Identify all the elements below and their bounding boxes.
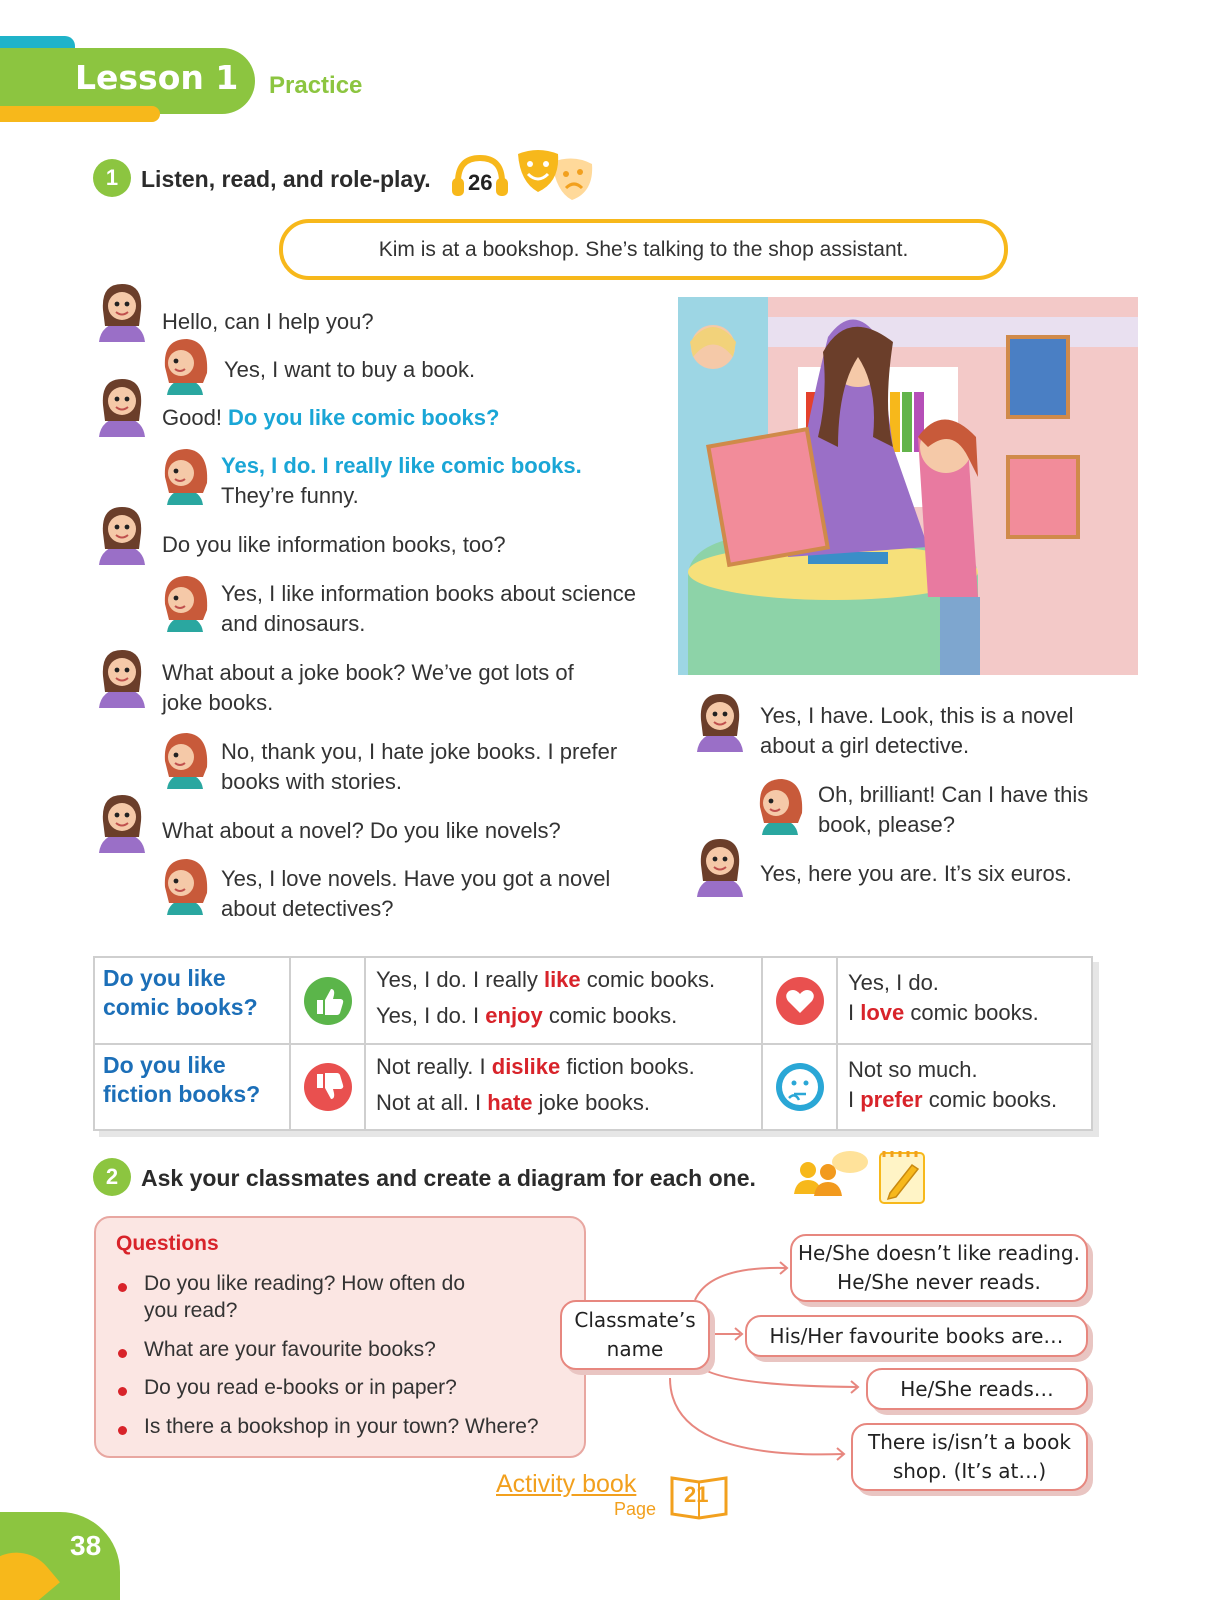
lesson-title: Lesson 1	[75, 58, 239, 97]
dialog-line: Good! Do you like comic books?	[162, 405, 500, 430]
dialog-line: Yes, I do. I really like comic books. They’re funny.	[221, 453, 582, 508]
kim-avatar	[155, 853, 213, 915]
positive-answers: Yes, I do. I really like comic books. Yes, I do. I enjoy comic books.	[366, 958, 763, 1045]
dialog-line: Yes, here you are. It’s six euros.	[760, 861, 1072, 886]
exercise-1-title: Listen, read, and role-play.	[141, 166, 431, 192]
dialog-line: What about a novel? Do you like novels?	[162, 818, 561, 843]
love-answers: Yes, I do. I love comic books.	[838, 958, 1091, 1045]
dialog-line: Yes, I love novels. Have you got a novel about detectives?	[221, 866, 611, 921]
exercise-2-title: Ask your classmates and create a diagram for each one.	[141, 1165, 756, 1191]
activity-book-page-label: Page	[614, 1499, 657, 1519]
question-item: Do you like reading? How often do you read?	[144, 1272, 466, 1322]
prefer-answers: Not so much. I prefer comic books.	[848, 1057, 1058, 1112]
activity-book-link[interactable]: Activity book	[496, 1470, 637, 1498]
theatre-masks-icon	[516, 148, 598, 204]
dialog-line: No, thank you, I hate joke books. I prefer books with stories.	[221, 739, 618, 794]
negative-answers: Not really. I dislike fiction books. Not at all. I hate joke books.	[366, 1045, 763, 1129]
shop-assistant-avatar	[691, 835, 749, 897]
question-item: What are your favourite books?	[144, 1338, 436, 1361]
shop-assistant-avatar	[93, 646, 151, 708]
shop-assistant-avatar	[93, 791, 151, 853]
shop-assistant-avatar	[93, 375, 151, 437]
dialog-line: Yes, I like information books about science and dinosaurs.	[221, 581, 636, 636]
questions-box	[94, 1216, 586, 1458]
thumbs-down-icon	[291, 1045, 366, 1129]
headphones-icon[interactable]	[450, 152, 510, 198]
diagram-center-node: Classmate’s name	[560, 1300, 710, 1370]
table-question: Do you like comic books?	[95, 958, 291, 1045]
table-question: Do you like fiction books?	[95, 1045, 291, 1129]
language-table	[93, 956, 1093, 1131]
bullet	[118, 1387, 127, 1396]
heart-icon	[763, 958, 838, 1045]
thinking-face-icon	[763, 1045, 838, 1129]
bookshop-illustration	[678, 297, 1138, 675]
questions-title: Questions	[116, 1232, 219, 1255]
question-item: Do you read e-books or in paper?	[144, 1376, 457, 1399]
exercise-1-number: 1	[93, 159, 131, 197]
pair-talk-icon	[792, 1148, 870, 1198]
page-number: 38	[70, 1530, 102, 1561]
diagram-branch-node: He/She doesn’t like reading. He/She never reads.	[790, 1234, 1088, 1302]
kim-avatar	[155, 443, 213, 505]
question-item: Is there a bookshop in your town? Where?	[144, 1415, 539, 1438]
kim-avatar	[155, 333, 213, 395]
book-icon	[668, 1470, 730, 1520]
kim-avatar	[155, 570, 213, 632]
bullet	[118, 1283, 127, 1292]
thumbs-up-icon	[291, 958, 366, 1045]
diagram-branch-node: He/She reads…	[866, 1368, 1088, 1410]
notebook-pencil-icon	[876, 1147, 928, 1205]
exercise-2-number: 2	[93, 1158, 131, 1196]
dialog-line: Oh, brilliant! Can I have this book, please?	[818, 782, 1089, 837]
audio-track-number: 26	[468, 170, 493, 195]
kim-avatar	[750, 773, 808, 835]
dialog-line: Do you like information books, too?	[162, 532, 506, 557]
context-box: Kim is at a bookshop. She’s talking to the shop assistant.	[279, 219, 1008, 280]
dialog-line: Hello, can I help you?	[162, 309, 374, 334]
bullet	[118, 1349, 127, 1358]
dialog-line: What about a joke book? We’ve got lots of joke books.	[162, 660, 574, 715]
target-question: Do you like comic books?	[228, 405, 500, 430]
kim-avatar	[155, 727, 213, 789]
shop-assistant-avatar	[93, 280, 151, 342]
activity-book-page-number: 21	[684, 1482, 709, 1507]
shop-assistant-avatar	[93, 503, 151, 565]
section-tag: Practice	[269, 72, 363, 99]
diagram-branch-node: There is/isn’t a book shop. (It’s at…)	[851, 1423, 1088, 1491]
dialog-line: Yes, I want to buy a book.	[224, 357, 476, 382]
dialog-line: Yes, I have. Look, this is a novel about a girl detective.	[760, 703, 1074, 758]
diagram-branch-node: His/Her favourite books are…	[745, 1315, 1088, 1357]
header-accent-yellow	[0, 106, 160, 122]
target-answer: Yes, I do. I really like comic books.	[221, 453, 582, 478]
bullet	[118, 1426, 127, 1435]
shop-assistant-avatar	[691, 690, 749, 752]
